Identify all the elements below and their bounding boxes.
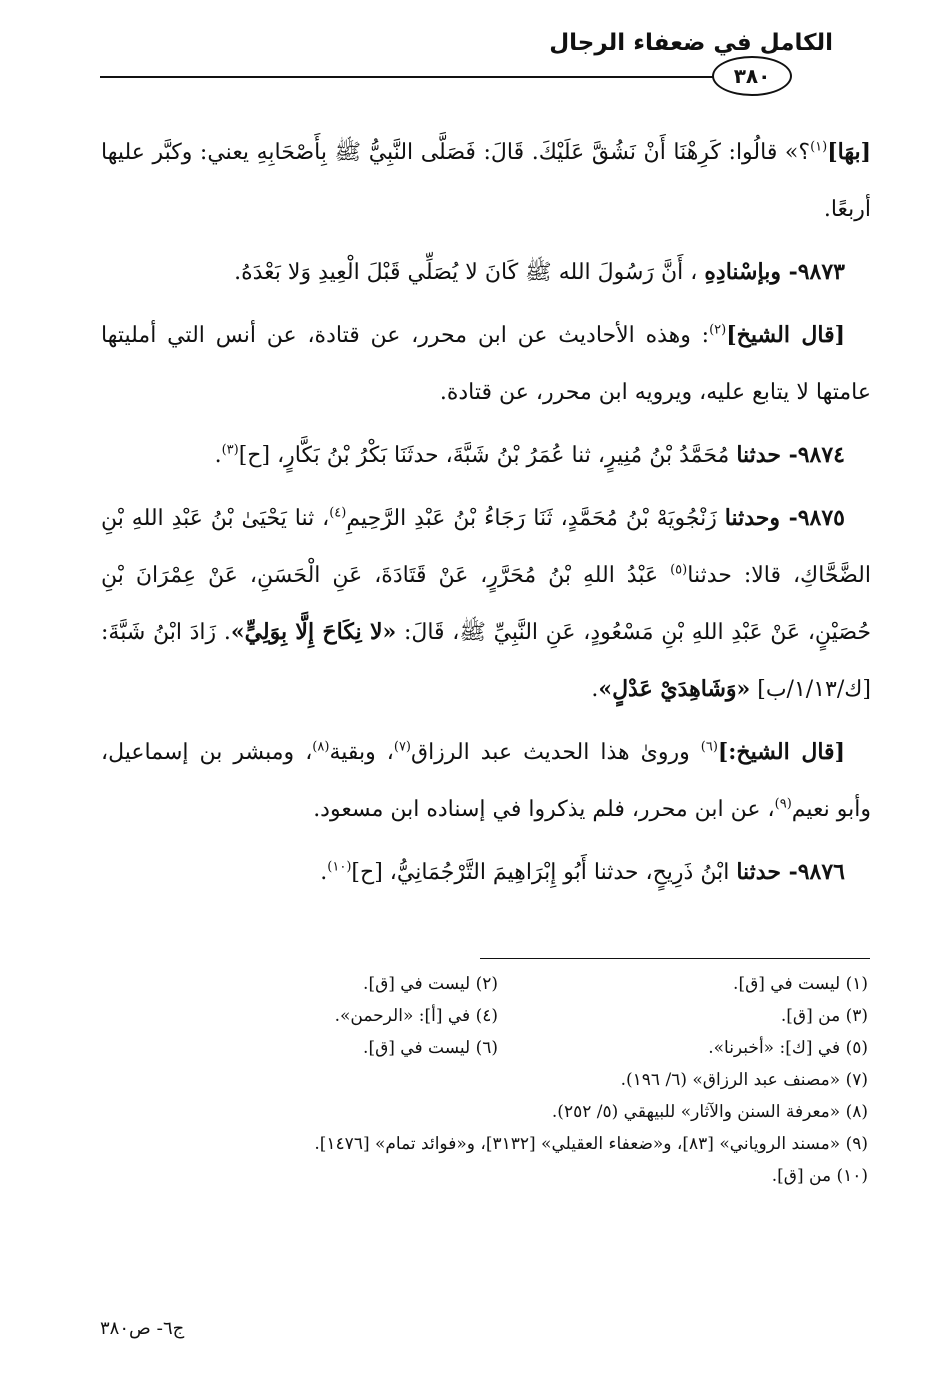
sheikh-comment-1 — [101, 307, 871, 421]
footnote-4: (٤) في [أ]: «الرحمن». — [334, 1006, 498, 1026]
sheikh-comment-2-text-b: ، وبقية — [329, 740, 394, 765]
footnote-ref-6: (٦) — [700, 739, 718, 755]
footnote-2: (٢) ليست في [ق]. — [363, 974, 498, 994]
hadith-number-9874: ٩٨٧٤- حدثنا — [736, 442, 845, 468]
footnote-ref-4: (٤) — [329, 505, 347, 521]
paragraph-1 — [101, 124, 871, 238]
hadith-9875-quote-2: «وَشَاهِدَيْ عَدْلٍ» — [598, 676, 751, 702]
footnote-ref-8: (٨) — [312, 739, 330, 755]
main-text — [101, 124, 871, 901]
hadith-9875-quote-1: «لا نِكَاحَ إِلَّا بِوَلِيٍّ» — [230, 619, 397, 645]
footnote-10: (١٠) من [ق]. — [771, 1166, 868, 1186]
footnote-ref-2: (٢) — [709, 322, 727, 338]
sheikh-label-1: [قال الشيخ] — [726, 322, 846, 348]
hadith-9875-end: . — [591, 677, 599, 702]
paragraph-1-text: ؟» قالُوا: كَرِهْنَا أَنْ نَشُقَّ عَلَيْكَ. قَالَ: فَصَلَّى النَّبِيُّ ﷺ بِأَصْحَابِهِ يعني: وكبَّر عليها أربعًا. — [101, 140, 871, 222]
header-rule — [100, 76, 790, 78]
footnote-3: (٣) من [ق]. — [780, 1006, 868, 1026]
footnote-6: (٦) ليست في [ق]. — [363, 1038, 498, 1058]
footnote-ref-9: (٩) — [774, 796, 792, 812]
bracketed-word: [بهَا] — [827, 139, 872, 165]
sheikh-comment-2-text-a: وروىٰ هذا الحديث عبد الرزاق — [411, 740, 690, 765]
hadith-number-9876: ٩٨٧٦- حدثنا — [736, 859, 845, 885]
hadith-9875-text-d: . زَادَ ابْنُ شَبَّةَ: [ك/١/١٣/ب] — [101, 620, 871, 702]
footnote-9: (٩) «مسند الروياني» [٨٣]، و«ضعفاء العقيلي» [٣١٣٢]، و«فوائد تمام» [١٤٧٦]. — [314, 1134, 868, 1154]
hadith-9876-text: ابْنُ ذَرِيحٍ، حدثنا أَبُو إِبْرَاهِيمَ التَّرْجُمَانِيُّ، [ح] — [351, 860, 730, 885]
running-title: الكامل في ضعفاء الرجال — [549, 30, 833, 56]
sheikh-comment-1-text: : وهذه الأحاديث عن ابن محرر، عن قتادة، عن أنس التي أمليتها عامتها لا يتابع عليه، ويرويه ابن محرر، عن قتادة. — [101, 323, 871, 405]
sheikh-comment-2-text-c: ، ومبشر بن إسماعيل، وأبو نعيم — [101, 740, 871, 822]
page-number: ٣٨٠ — [733, 64, 771, 88]
hadith-9875-text-b: ، ثنا يَحْيَىٰ بْنُ عَبْدِ اللهِ بْنِ الضَّحَّاكِ، قالا: حدثنا — [101, 506, 871, 588]
footnote-ref-1: (١) — [810, 139, 828, 155]
hadith-9874 — [101, 427, 871, 484]
hadith-9876 — [101, 844, 871, 901]
hadith-9875-text-c: عَبْدُ اللهِ بْنُ مُحَرَّرٍ، عَنْ قَتَادَةَ، عَنِ الْحَسَنِ، عَنْ عِمْرَانَ بْنِ حُصَيْنٍ، عَنْ عَبْدِ اللهِ بْنِ مَسْعُودٍ، عَنِ النَّبِيِّ ﷺ، قَالَ: — [101, 563, 871, 645]
hadith-9875-text-a: زَنْجُويَهْ بْنُ مُحَمَّدٍ، ثَنَا رَجَاءُ بْنُ عَبْدِ الرَّحِيمِ — [346, 506, 717, 531]
page-number-oval — [712, 56, 792, 96]
sheikh-comment-2-text-d: ، عن ابن محرر، فلم يذكروا في إسناده ابن مسعود. — [313, 797, 775, 822]
hadith-9873-text: ، أَنَّ رَسُولَ الله ﷺ كَانَ لا يُصَلِّي قَبْلَ الْعِيدِ وَلا بَعْدَهُ. — [234, 260, 698, 285]
footnote-ref-10: (١٠) — [327, 859, 352, 875]
hadith-number-9875: ٩٨٧٥- وحدثنا — [724, 505, 845, 531]
folio: ج٦- ص٣٨٠ — [100, 1318, 185, 1339]
footnotes — [98, 968, 868, 1192]
footnote-ref-7: (٧) — [393, 739, 411, 755]
footnote-8: (٨) «معرفة السنن والآثار» للبيهقي (٥/ ٢٥٢). — [551, 1102, 868, 1122]
hadith-number-9873: ٩٨٧٣- وبإسْنادِهِ — [704, 259, 845, 285]
hadith-9874-text: مُحَمَّدُ بْنُ مُنِيرٍ، ثنا عُمَرُ بْنُ شَبَّةَ، حدثَنَا بَكْرُ بْنُ بَكَّارٍ، [ح] — [238, 443, 730, 468]
footnote-5: (٥) في [ك]: «أخبرنا». — [708, 1038, 868, 1058]
hadith-9873 — [101, 244, 871, 301]
hadith-9874-end: . — [214, 443, 222, 468]
footnote-1: (١) ليست في [ق]. — [733, 974, 868, 994]
hadith-9876-end: . — [320, 860, 328, 885]
footnote-ref-5: (٥) — [670, 562, 688, 578]
footnote-ref-3: (٣) — [221, 442, 239, 458]
sheikh-label-2: [قال الشيخ:] — [717, 739, 845, 765]
sheikh-comment-2 — [101, 724, 871, 838]
hadith-9875 — [101, 490, 871, 718]
footnote-rule — [480, 958, 870, 959]
footnote-7: (٧) «مصنف عبد الرزاق» (٦/ ١٩٦). — [620, 1070, 868, 1090]
